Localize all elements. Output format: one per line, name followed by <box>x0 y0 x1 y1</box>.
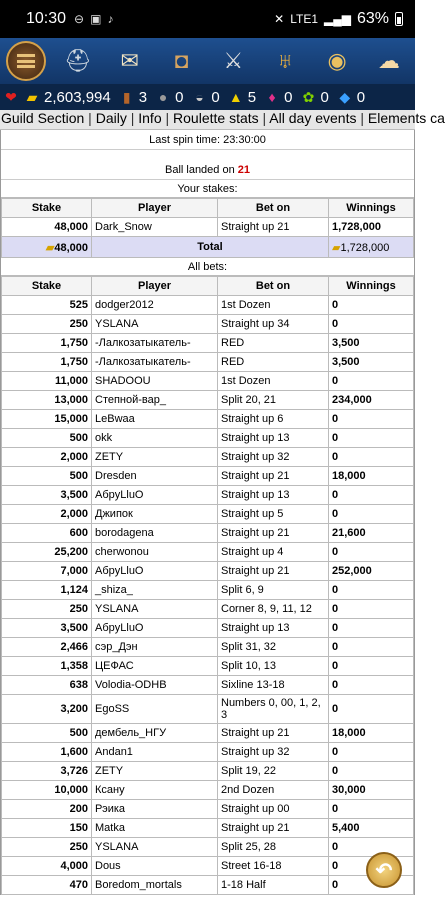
stake-cell: 500 <box>2 467 92 486</box>
total-stake: 48,000 <box>54 241 88 254</box>
bet-cell: Split 20, 21 <box>218 391 329 410</box>
table-row <box>2 762 414 781</box>
table-header-row <box>2 277 414 296</box>
player-cell: -Лалкозатыкатель- <box>92 334 218 353</box>
column-bet-on: Bet on <box>218 277 329 296</box>
link-daily[interactable]: Daily <box>95 110 127 126</box>
bet-cell: Straight up 21 <box>218 724 329 743</box>
table-row <box>2 819 414 838</box>
winnings-cell: 0 <box>329 676 414 695</box>
link-guild-section[interactable]: Guild Section <box>1 110 85 126</box>
player-cell: Andan1 <box>92 743 218 762</box>
ball-landed-label: Ball landed on <box>164 164 238 176</box>
player-cell: дембель_НГУ <box>92 724 218 743</box>
table-row <box>2 372 414 391</box>
table-row <box>2 296 414 315</box>
player-cell: YSLANA <box>92 315 218 334</box>
diamond-value: 0 <box>356 88 366 106</box>
table-row <box>2 429 414 448</box>
table-row <box>2 676 414 695</box>
winnings-cell: 0 <box>329 638 414 657</box>
iron-value: 0 <box>211 88 220 106</box>
stake-cell: 470 <box>2 876 92 895</box>
winnings-cell: 1,728,000 <box>329 218 414 237</box>
game-nav-bar <box>0 38 415 84</box>
winnings-cell: 0 <box>329 876 414 895</box>
status-bar <box>0 0 415 38</box>
network-label: LTE1 <box>290 12 318 26</box>
player-cell: Dark_Snow <box>92 218 218 237</box>
stake-cell: 525 <box>2 296 92 315</box>
winnings-cell: 0 <box>329 296 414 315</box>
stake-cell: 3,726 <box>2 762 92 781</box>
winnings-cell: 0 <box>329 315 414 334</box>
stake-cell: 1,600 <box>2 743 92 762</box>
winnings-cell: 3,500 <box>329 334 414 353</box>
scroll-icon[interactable]: ✉ <box>120 48 139 73</box>
player-cell: Dresden <box>92 467 218 486</box>
tiktok-icon: ♪ <box>107 12 114 26</box>
table-row <box>2 218 414 237</box>
stake-cell: 3,200 <box>2 695 92 724</box>
stake-cell: 3,500 <box>2 619 92 638</box>
table-row <box>2 743 414 762</box>
stake-cell: 250 <box>2 600 92 619</box>
winnings-cell: 0 <box>329 486 414 505</box>
bet-cell: Straight up 32 <box>218 743 329 762</box>
winnings-cell: 0 <box>329 543 414 562</box>
bet-cell: Straight up 21 <box>218 524 329 543</box>
stake-cell: 4,000 <box>2 857 92 876</box>
table-row <box>2 448 414 467</box>
table-row <box>2 410 414 429</box>
table-row <box>2 695 414 724</box>
stake-cell: 2,000 <box>2 448 92 467</box>
player-cell: Степной-вар_ <box>92 391 218 410</box>
stake-cell: 2,466 <box>2 638 92 657</box>
table-row <box>2 334 414 353</box>
player-cell: cherwonou <box>92 543 218 562</box>
bet-cell: 1-18 Half <box>218 876 329 895</box>
status-right <box>274 10 403 28</box>
bet-cell: Straight up 13 <box>218 429 329 448</box>
table-row <box>2 524 414 543</box>
total-row <box>2 237 414 258</box>
column-player: Player <box>92 199 218 218</box>
stake-cell: 1,750 <box>2 353 92 372</box>
table-row <box>2 838 414 857</box>
gold-value: 2,603,994 <box>44 88 111 106</box>
last-spin-time: Last spin time: 23:30:00 <box>1 130 414 150</box>
table-row <box>2 505 414 524</box>
stake-cell: 1,750 <box>2 334 92 353</box>
player-cell: Matka <box>92 819 218 838</box>
player-cell: okk <box>92 429 218 448</box>
stake-cell: 150 <box>2 819 92 838</box>
roulette-icon[interactable]: ◉ <box>327 48 347 73</box>
stake-cell: 11,000 <box>2 372 92 391</box>
bet-cell: RED <box>218 334 329 353</box>
bet-cell: Split 10, 13 <box>218 657 329 676</box>
stake-cell: 500 <box>2 724 92 743</box>
link-info[interactable]: Info <box>138 110 162 126</box>
bet-cell: 1st Dozen <box>218 372 329 391</box>
goblet-icon[interactable]: ♅ <box>276 48 294 73</box>
stake-cell: 3,500 <box>2 486 92 505</box>
gold-icon: ▰ <box>332 241 341 254</box>
stake-cell: 500 <box>2 429 92 448</box>
status-notification-icons <box>74 12 113 26</box>
all-bets-body <box>2 296 414 895</box>
app-icon: ▣ <box>90 12 102 26</box>
bet-cell: Straight up 00 <box>218 800 329 819</box>
stake-cell: 1,124 <box>2 581 92 600</box>
bet-cell: Straight up 32 <box>218 448 329 467</box>
column-stake: Stake <box>2 277 92 296</box>
stake-cell: 15,000 <box>2 410 92 429</box>
stone-icon: ● <box>158 89 168 105</box>
crossed-swords-icon[interactable]: ⚔ <box>223 48 244 73</box>
bet-cell: Straight up 34 <box>218 315 329 334</box>
player-cell: borodagena <box>92 524 218 543</box>
winnings-cell: 0 <box>329 695 414 724</box>
menu-icon[interactable] <box>6 41 46 81</box>
winnings-cell: 5,400 <box>329 819 414 838</box>
winnings-cell: 0 <box>329 410 414 429</box>
table-row <box>2 391 414 410</box>
total-stake-cell <box>2 237 92 258</box>
stake-cell: 13,000 <box>2 391 92 410</box>
stake-cell: 200 <box>2 800 92 819</box>
wood-icon: ▮ <box>122 88 131 105</box>
winnings-cell: 0 <box>329 762 414 781</box>
column-player: Player <box>92 277 218 296</box>
status-time: 10:30 <box>26 10 67 27</box>
table-row <box>2 315 414 334</box>
pyramid-value: 5 <box>247 88 257 106</box>
player-cell: Джипок <box>92 505 218 524</box>
bet-cell: Straight up 21 <box>218 819 329 838</box>
winnings-cell: 0 <box>329 857 414 876</box>
heart-icon: ❤ <box>5 88 17 105</box>
stake-cell: 600 <box>2 524 92 543</box>
player-cell: ZETY <box>92 448 218 467</box>
table-row <box>2 800 414 819</box>
stake-cell: 638 <box>2 676 92 695</box>
table-row <box>2 486 414 505</box>
stake-cell: 250 <box>2 315 92 334</box>
winnings-cell: 30,000 <box>329 781 414 800</box>
stake-cell: 7,000 <box>2 562 92 581</box>
winnings-cell: 18,000 <box>329 724 414 743</box>
your-stakes-header: Your stakes: <box>1 180 414 198</box>
stake-cell: 250 <box>2 838 92 857</box>
battery-icon <box>395 12 403 26</box>
bag-icon[interactable]: ◘ <box>174 48 189 73</box>
table-row <box>2 781 414 800</box>
wood-value: 3 <box>138 88 148 106</box>
player-cell: EgoSS <box>92 695 218 724</box>
resource-bar <box>0 84 415 110</box>
winnings-cell: 3,500 <box>329 353 414 372</box>
link-all-day-events[interactable]: All day events <box>269 110 357 126</box>
bet-cell: Corner 8, 9, 11, 12 <box>218 600 329 619</box>
bet-cell: Straight up 21 <box>218 218 329 237</box>
bet-cell: Split 25, 28 <box>218 838 329 857</box>
player-cell: SHADOOU <box>92 372 218 391</box>
player-cell: AбpyLluO <box>92 562 218 581</box>
winnings-cell: 0 <box>329 619 414 638</box>
ball-landed <box>1 150 414 180</box>
player-cell: Volodia-ODHB <box>92 676 218 695</box>
stake-cell: 25,200 <box>2 543 92 562</box>
mute-icon: ✕ <box>274 12 285 26</box>
section-links: Guild Section | Daily | Info | Roulette stats | All day events | Elements ca <box>0 110 415 130</box>
winnings-cell: 21,600 <box>329 524 414 543</box>
iron-icon: ◒ <box>195 89 204 105</box>
stake-cell: 48,000 <box>2 218 92 237</box>
gold-icon: ▰ <box>26 88 38 105</box>
bet-cell: Straight up 5 <box>218 505 329 524</box>
table-row <box>2 467 414 486</box>
bet-cell: Sixline 13-18 <box>218 676 329 695</box>
battery-percent: 63% <box>356 10 389 27</box>
all-bets-header: All bets: <box>1 258 414 276</box>
stake-cell: 10,000 <box>2 781 92 800</box>
bet-cell: Split 31, 32 <box>218 638 329 657</box>
table-row <box>2 543 414 562</box>
player-cell: AбpyLluO <box>92 619 218 638</box>
chat-icon[interactable]: ☁ <box>377 48 400 73</box>
player-cell: Dous <box>92 857 218 876</box>
bet-cell: Straight up 21 <box>218 467 329 486</box>
gems-value: 0 <box>320 88 329 106</box>
player-cell: ЦЕФАС <box>92 657 218 676</box>
winnings-cell: 0 <box>329 800 414 819</box>
bet-cell: RED <box>218 353 329 372</box>
bet-cell: Straight up 21 <box>218 562 329 581</box>
winnings-cell: 0 <box>329 505 414 524</box>
player-cell: YSLANA <box>92 600 218 619</box>
player-cell: YSLANA <box>92 838 218 857</box>
bet-cell: Straight up 13 <box>218 486 329 505</box>
stake-cell: 2,000 <box>2 505 92 524</box>
link-roulette-stats[interactable]: Roulette stats <box>173 110 259 126</box>
winnings-cell: 0 <box>329 448 414 467</box>
pyramid-icon: ▲ <box>228 89 243 105</box>
ruby-icon: ♦ <box>268 89 276 105</box>
signal-icon: ▂▄▆ <box>324 12 351 26</box>
landed-number: 21 <box>237 164 251 176</box>
winnings-cell: 18,000 <box>329 467 414 486</box>
bet-cell: Numbers 0, 00, 1, 2, 3 <box>218 695 329 724</box>
bet-cell: 1st Dozen <box>218 296 329 315</box>
winnings-cell: 0 <box>329 429 414 448</box>
link-elements[interactable]: Elements ca <box>367 110 445 126</box>
bet-cell: Straight up 6 <box>218 410 329 429</box>
table-row <box>2 638 414 657</box>
knight-helmet-icon[interactable]: ⛑ <box>63 48 92 73</box>
winnings-cell: 252,000 <box>329 562 414 581</box>
gold-icon: ▰ <box>45 241 55 254</box>
table-row <box>2 876 414 895</box>
table-row <box>2 724 414 743</box>
your-stakes-table <box>1 198 414 258</box>
stake-cell: 1,358 <box>2 657 92 676</box>
bet-cell: 2nd Dozen <box>218 781 329 800</box>
table-header-row <box>2 199 414 218</box>
table-row <box>2 619 414 638</box>
table-row <box>2 657 414 676</box>
bet-cell: Street 16-18 <box>218 857 329 876</box>
roulette-results <box>0 130 415 895</box>
table-row <box>2 600 414 619</box>
total-winnings-cell <box>329 237 414 258</box>
player-cell: Boredom_mortals <box>92 876 218 895</box>
winnings-cell: 0 <box>329 372 414 391</box>
player-cell: Ксану <box>92 781 218 800</box>
player-cell: _shiza_ <box>92 581 218 600</box>
bet-cell: Straight up 13 <box>218 619 329 638</box>
table-row <box>2 581 414 600</box>
table-row <box>2 857 414 876</box>
winnings-cell: 0 <box>329 743 414 762</box>
table-row <box>2 562 414 581</box>
column-bet-on: Bet on <box>218 199 329 218</box>
winnings-cell: 0 <box>329 600 414 619</box>
player-cell: Рэика <box>92 800 218 819</box>
winnings-cell: 0 <box>329 657 414 676</box>
table-row <box>2 353 414 372</box>
stone-value: 0 <box>175 88 184 106</box>
winnings-cell: 0 <box>329 838 414 857</box>
player-cell: -Лалкозатыкатель- <box>92 353 218 372</box>
player-cell: сэр_Дэн <box>92 638 218 657</box>
player-cell: AбpyLluO <box>92 486 218 505</box>
gems-icon: ✿ <box>302 88 315 105</box>
notification-icon: ⊖ <box>74 12 85 26</box>
bet-cell: Split 6, 9 <box>218 581 329 600</box>
column-winnings: Winnings <box>329 277 414 296</box>
all-bets-table <box>1 276 414 895</box>
diamond-icon: ◆ <box>339 88 351 105</box>
player-cell: LeBwaa <box>92 410 218 429</box>
column-winnings: Winnings <box>329 199 414 218</box>
column-stake: Stake <box>2 199 92 218</box>
bet-cell: Straight up 4 <box>218 543 329 562</box>
total-label: Total <box>92 237 329 258</box>
total-winnings: 1,728,000 <box>340 241 390 254</box>
player-cell: ZETY <box>92 762 218 781</box>
player-cell: dodger2012 <box>92 296 218 315</box>
winnings-cell: 234,000 <box>329 391 414 410</box>
ruby-value: 0 <box>284 88 293 106</box>
return-arrow-icon[interactable]: ↶ <box>366 852 402 888</box>
bet-cell: Split 19, 22 <box>218 762 329 781</box>
winnings-cell: 0 <box>329 581 414 600</box>
